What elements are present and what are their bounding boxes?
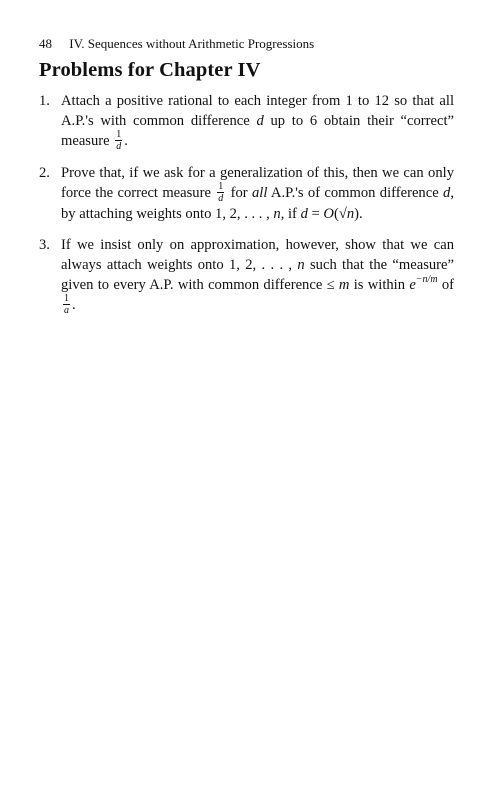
problem-number: 2. (39, 165, 50, 182)
problem-text: If we insist only on approximation, however, show that we can always attach weights onto 1, 2, . . . , n such that the “measure” given to every A.P. with common difference ≤ m is within $e^{-n/m}$ of $\frac{1}{a}$ . (61, 237, 454, 317)
page-number: 48 (39, 36, 52, 51)
problem-number: 1. (39, 93, 50, 109)
fraction: $\frac{1}{d}$ (218, 181, 224, 205)
problem-item (39, 163, 454, 224)
problem-list (39, 91, 454, 316)
section-heading: Problems for Chapter IV (39, 59, 261, 81)
problem-item (39, 235, 454, 316)
running-head (39, 36, 314, 52)
problem-number: 3. (39, 237, 50, 254)
fraction: $\frac{1}{d}$ (116, 129, 122, 153)
problem-item (39, 91, 454, 152)
problem-text: Attach a positive rational to each integer from 1 to 12 so that all A.P.'s with common difference d up to 6 obtain their “correct” measure $\frac{1}{d}$ . (61, 93, 454, 153)
chapter-title: IV. Sequences without Arithmetic Progressions (69, 36, 315, 51)
problem-text: Prove that, if we ask for a generalization of this, then we can only force the correct measure $\frac{1}{d}$ for all A.P.'s of common difference d, by attaching weights onto 1, 2, . . . , n, if d = O(√n). (61, 165, 454, 223)
fraction: $\frac{1}{a}$ (64, 293, 69, 317)
